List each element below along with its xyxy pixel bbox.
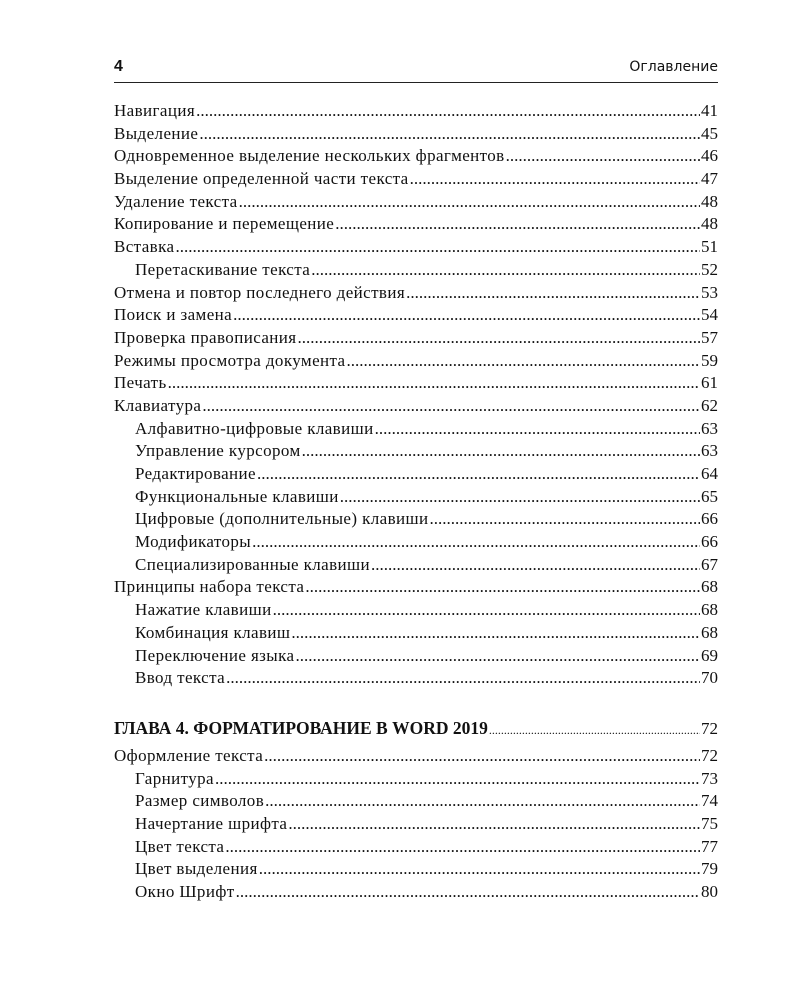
toc-entry-title: Оформление текста: [114, 745, 264, 765]
toc-leader-dots: [215, 768, 700, 791]
toc-subentry: [114, 418, 718, 441]
toc-entry-page: 54: [701, 305, 718, 325]
toc-entry-page: 41: [701, 101, 718, 120]
toc-leader-dots: [311, 259, 700, 282]
toc-leader-dots: [226, 667, 700, 690]
toc-subentry: [114, 836, 718, 859]
toc-entry-page: 68: [701, 600, 718, 620]
toc-entry: [114, 372, 718, 395]
toc-entry: [114, 100, 718, 123]
toc-entry-page: 62: [701, 395, 718, 415]
toc-leader-dots: [265, 790, 700, 813]
toc-entry: [114, 145, 718, 168]
toc-entry-page: 52: [701, 259, 718, 279]
toc-entry-title: Вставка: [114, 237, 175, 257]
toc-leader-dots: [429, 508, 700, 531]
toc-leader-dots: [305, 576, 700, 599]
toc-leader-dots: [225, 836, 700, 859]
toc-entry: [114, 395, 718, 418]
toc-leader-dots: [406, 282, 700, 305]
toc-chapter-heading: [114, 715, 718, 742]
toc-entry-title: Режимы просмотра документа: [114, 350, 346, 370]
toc-entry-title: Выделение: [114, 123, 199, 143]
toc-entry-title: Переключение языка: [135, 645, 295, 665]
toc-entry-page: 79: [701, 859, 718, 879]
toc-entry: [114, 576, 718, 599]
chapter-spacer: [114, 690, 718, 715]
toc-subentry: [114, 858, 718, 881]
table-of-contents: [114, 100, 718, 904]
toc-entry-page: 74: [701, 791, 718, 811]
toc-entry: [114, 304, 718, 327]
toc-entry-title: Окно Шрифт: [135, 882, 235, 901]
toc-leader-dots: [506, 145, 700, 168]
toc-entry-page: 47: [701, 169, 718, 189]
toc-entry-page: 68: [701, 577, 718, 597]
toc-entry-page: 80: [701, 882, 718, 901]
toc-subentry: [114, 768, 718, 791]
toc-entry-title: Печать: [114, 373, 167, 393]
toc-entry: [114, 327, 718, 350]
toc-entry-title: Цвет выделения: [135, 859, 258, 879]
toc-entry-title: Комбинация клавиш: [135, 622, 291, 642]
toc-list: [114, 100, 718, 690]
toc-entry-page: 77: [701, 836, 718, 856]
toc-entry: [114, 350, 718, 373]
toc-entry-title: Одновременное выделение нескольких фрагментов: [114, 146, 505, 166]
toc-entry-page: 51: [701, 237, 718, 257]
toc-entry-title: Функциональные клавиши: [135, 486, 339, 506]
toc-entry-page: 69: [701, 645, 718, 665]
toc-entry-title: Нажатие клавиши: [135, 600, 272, 620]
toc-entry-title: Принципы набора текста: [114, 577, 305, 597]
toc-entry-title: Перетаскивание текста: [135, 259, 311, 279]
toc-entry-title: Цифровые (дополнительные) клавиши: [135, 509, 429, 529]
toc-leader-dots: [273, 599, 700, 622]
toc-entry-title: Размер символов: [135, 791, 265, 811]
toc-entry-title: Модификаторы: [135, 532, 252, 552]
toc-entry-page: 59: [701, 350, 718, 370]
toc-entry-title: Удаление текста: [114, 191, 238, 211]
running-section-title: Оглавление: [629, 59, 718, 75]
toc-chapter-page: 72: [701, 718, 718, 738]
toc-subentry: [114, 813, 718, 836]
toc-entry-page: 45: [701, 123, 718, 143]
page-header: [114, 58, 718, 83]
toc-entry-page: 63: [701, 418, 718, 438]
toc-entry: [114, 168, 718, 191]
toc-entry: [114, 745, 718, 768]
toc-entry-page: 72: [701, 745, 718, 765]
toc-subentry: [114, 259, 718, 282]
toc-leader-dots: [295, 645, 700, 668]
toc-entry: [114, 213, 718, 236]
toc-leader-dots: [264, 745, 700, 768]
toc-leader-dots: [168, 372, 700, 395]
toc-leader-dots: [340, 486, 700, 509]
toc-entry-title: Цвет текста: [135, 836, 225, 856]
page-number: 4: [114, 58, 123, 75]
toc-leader-dots: [347, 350, 700, 373]
toc-entry-page: 64: [701, 464, 718, 483]
toc-entry-page: 66: [701, 509, 718, 529]
toc-leader-dots: [298, 327, 700, 350]
toc-subentry: [114, 463, 718, 486]
toc-entry-page: 53: [701, 282, 718, 302]
toc-entry-page: 68: [701, 622, 718, 642]
toc-entry: [114, 282, 718, 305]
toc-leader-dots: [257, 463, 700, 486]
toc-entry-title: Копирование и перемещение: [114, 214, 335, 234]
toc-leader-dots: [233, 304, 700, 327]
toc-entry-page: 73: [701, 768, 718, 788]
toc-entry-page: 65: [701, 486, 718, 506]
toc-entry-title: Поиск и замена: [114, 305, 233, 325]
toc-leader-dots: [196, 100, 700, 123]
toc-leader-dots: [259, 858, 700, 881]
toc-leader-dots: [371, 554, 700, 577]
toc-entry-page: 46: [701, 146, 718, 166]
toc-entry-title: Гарнитура: [135, 768, 214, 788]
toc-entry: [114, 236, 718, 259]
toc-entry-page: 63: [701, 441, 718, 461]
toc-subentry: [114, 881, 718, 904]
toc-entry-title: Редактирование: [135, 464, 256, 483]
toc-leader-dots: [239, 191, 700, 214]
toc-chapter-title: ГЛАВА 4. ФОРМАТИРОВАНИЕ В WORD 2019: [114, 717, 488, 738]
toc-entry-page: 61: [701, 373, 718, 393]
toc-entry-title: Управление курсором: [135, 441, 301, 461]
toc-subentry: [114, 508, 718, 531]
toc-entry-title: Специализированные клавиши: [135, 554, 371, 574]
toc-entry-page: 67: [701, 554, 718, 574]
toc-leader-dots: [335, 213, 700, 236]
toc-leader-dots: [291, 622, 700, 645]
toc-subentry: [114, 554, 718, 577]
toc-entry-title: Клавиатура: [114, 395, 202, 415]
toc-entry-page: 57: [701, 327, 718, 347]
toc-entry-page: 48: [701, 214, 718, 234]
toc-subentry: [114, 645, 718, 668]
toc-subentry: [114, 622, 718, 645]
toc-leader-dots: [252, 531, 700, 554]
toc-entry-title: Алфавитно-цифровые клавиши: [135, 418, 374, 438]
toc-entry-page: 48: [701, 191, 718, 211]
toc-entry: [114, 191, 718, 214]
toc-entry-title: Выделение определенной части текста: [114, 169, 409, 189]
toc-entry-title: Начертание шрифта: [135, 813, 288, 833]
toc-subentry: [114, 790, 718, 813]
toc-list: [114, 745, 718, 904]
toc-leader-dots: [302, 440, 700, 463]
toc-subentry: [114, 440, 718, 463]
toc-entry-page: 66: [701, 532, 718, 552]
toc-entry-title: Ввод текста: [135, 668, 226, 688]
toc-subentry: [114, 486, 718, 509]
toc-entry-title: Навигация: [114, 101, 196, 120]
toc-leader-dots: [410, 168, 700, 191]
toc-leader-dots: [489, 717, 700, 742]
toc-leader-dots: [202, 395, 700, 418]
toc-leader-dots: [175, 236, 700, 259]
toc-leader-dots: [375, 418, 700, 441]
toc-leader-dots: [288, 813, 700, 836]
toc-subentry: [114, 531, 718, 554]
toc-subentry: [114, 667, 718, 690]
toc-entry-page: 75: [701, 813, 718, 833]
toc-entry-page: 70: [701, 668, 718, 688]
toc-leader-dots: [199, 123, 700, 146]
toc-entry-title: Отмена и повтор последнего действия: [114, 282, 406, 302]
toc-leader-dots: [236, 881, 700, 904]
toc-entry: [114, 123, 718, 146]
toc-entry-title: Проверка правописания: [114, 327, 297, 347]
toc-subentry: [114, 599, 718, 622]
